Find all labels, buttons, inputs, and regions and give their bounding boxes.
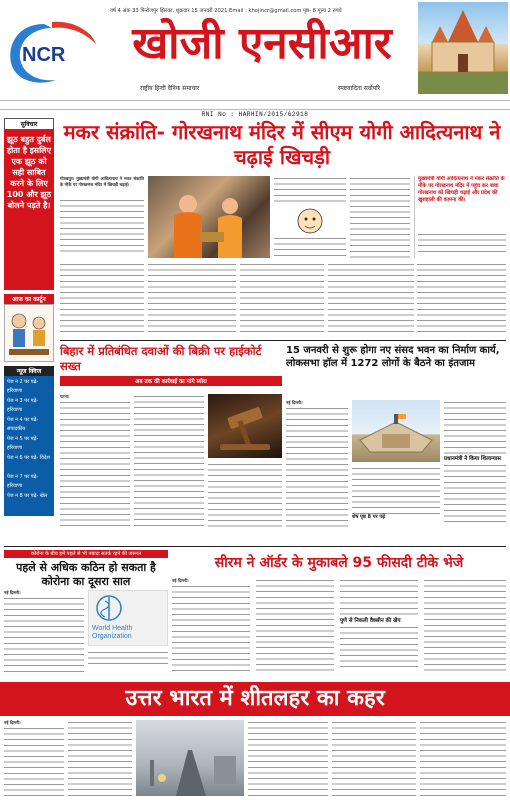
lead-headline: मकर संक्रांति- गोरखनाथ मंदिर में सीएम योगी आदित्यनाथ ने चढ़ाई खिचड़ी <box>63 120 501 169</box>
story2-col1 <box>60 394 130 528</box>
quiz-item: पेज न 5 पर पढ़े- हरियाणा <box>7 436 39 451</box>
story3 <box>286 344 506 544</box>
sidebar <box>4 118 54 536</box>
text-filler <box>417 262 506 332</box>
who-photo <box>88 590 168 646</box>
gavel-photo <box>208 394 282 458</box>
lead-body-col1 <box>60 176 144 258</box>
logo-letters: NCR <box>22 44 66 66</box>
text-filler <box>68 720 132 796</box>
lead-dateline: गोरखपुर। मुख्यमंत्री योगी आदित्यनाथ ने मकर संक्रांति के मौके पर गोरखनाथ मंदिर में खिचड़ी चढ़ाई। <box>60 176 144 187</box>
news-quiz-label: न्यूज क्विज <box>4 366 54 376</box>
lead-body-col4 <box>350 176 410 258</box>
story3-headline: 15 जनवरी से शुरू होगा नए संसद भवन का निर्माण कार्य, लोकसभा हॉल में 1272 लोगों के बैठने का इंतजाम <box>286 345 500 369</box>
text-filler <box>60 262 144 332</box>
story2 <box>60 344 282 544</box>
story3-col3 <box>444 400 506 523</box>
text-filler <box>352 466 440 514</box>
story2-dateline: पटना। <box>60 394 70 399</box>
tagline-right: स्पष्टवादिता सर्वोपरि <box>338 85 381 92</box>
quiz-list <box>4 376 54 516</box>
text-filler <box>418 232 506 256</box>
story6-headline: उत्तर भारत में शीतलहर का कहर <box>125 686 385 711</box>
lead-right-col <box>414 176 506 258</box>
rni-bar <box>0 100 510 118</box>
story5-bold-lead: पुणे से निकली वैक्सीन की खेप <box>340 618 401 624</box>
story5-dateline: नई दिल्ली। <box>172 578 189 583</box>
text-filler <box>256 578 334 672</box>
story3-col1 <box>286 400 348 530</box>
quiz-item: पेज न 4 पर पढ़े- संपादकीय <box>7 417 39 432</box>
cartoon <box>4 304 54 362</box>
lead-right-intro: मुख्यमंत्री योगी आदित्यनाथ ने मकर संक्रांति के मौके पर गोरखनाथ मंदिर में पहुंच कर बाबा गोरखनाथ को खिचड़ी चढ़ाई और प्रदेश की खुशहाली की कामना की। <box>418 176 505 203</box>
lead-body-col3 <box>274 176 346 258</box>
story3-dateline: नई दिल्ली। <box>286 400 303 405</box>
cartoon-figure-icon <box>5 305 53 361</box>
quiz-item: पेज न 7 पर पढ़े- हरियाणा <box>7 474 39 489</box>
suvichar-text: झूठ बहुत दुर्बल होता है इसलिए एक झूठ को सही साबित करने के लिए 100 और झूठ बोलने पड़ते है। <box>4 130 54 290</box>
text-filler <box>248 720 328 796</box>
parliament-photo <box>352 400 440 462</box>
text-filler <box>4 596 84 674</box>
temple-photo <box>418 2 508 94</box>
who-emblem-icon <box>89 591 167 625</box>
story2-col2 <box>134 394 204 528</box>
text-filler <box>172 584 250 672</box>
text-filler <box>134 394 204 528</box>
parliament-building-icon <box>352 400 440 462</box>
masthead <box>0 0 510 118</box>
foggy-road-icon <box>136 720 244 796</box>
ncr-logo <box>4 18 102 88</box>
text-filler <box>350 176 410 258</box>
cartoon-label: आज का कार्टून <box>4 294 54 304</box>
story5-col3 <box>340 578 418 671</box>
tagline-left: राष्ट्रीय हिन्दी दैनिक समाचार <box>140 85 200 92</box>
story4 <box>4 550 168 680</box>
text-filler <box>60 198 144 256</box>
text-filler <box>274 236 346 258</box>
text-filler <box>340 625 418 671</box>
story6-banner <box>0 682 510 716</box>
text-filler <box>240 262 324 332</box>
story6-col1 <box>4 720 64 796</box>
lead-photo-yogi <box>148 176 270 258</box>
cartoon-face-icon <box>274 206 346 236</box>
text-filler <box>444 400 506 456</box>
story2-subhead: अब तक की कार्रवाई का मांगे ब्यौरा <box>60 376 282 386</box>
text-filler <box>420 720 506 796</box>
text-filler <box>274 176 346 206</box>
text-filler <box>4 726 64 796</box>
newspaper-title: खोजी एनसीआर <box>132 18 392 69</box>
fog-photo <box>136 720 244 796</box>
story5 <box>172 550 506 680</box>
top-info-line: वर्ष 4 अंक 33 फिरोजपुर झिरका, शुक्रवार 15 जनवरी 2021 Email : khojincr@gmail.com पृष्ठ- 8 मूल्य 2 रुपये <box>110 8 342 14</box>
text-filler <box>444 463 506 523</box>
divider <box>60 340 506 341</box>
story2-headline: बिहार में प्रतिबंधित दवाओं की बिक्री पर हाईकोर्ट सख्त <box>60 344 262 373</box>
quiz-item: पेज न 3 पर पढ़े- हरियाणा <box>7 398 39 413</box>
story4-kicker: कोरोना के बीच हमें पहले से भी ज्यादा सतर्क रहने की जरूरत <box>4 550 168 558</box>
story6 <box>4 720 506 798</box>
text-filler <box>328 262 414 332</box>
text-filler <box>60 400 130 528</box>
text-filler <box>88 650 168 668</box>
suvichar-label: सुविचार <box>4 118 54 130</box>
temple-icon <box>418 2 508 94</box>
quiz-item: पेज न 6 पर पढ़े- विदेश <box>7 455 50 461</box>
story4-dateline: नई दिल्ली। <box>4 590 21 595</box>
story4-headline: पहले से अधिक कठिन हो सकता है कोरोना का दूसरा साल <box>16 561 156 588</box>
gavel-icon <box>208 394 282 458</box>
text-filler <box>424 578 506 672</box>
text-filler <box>208 462 282 528</box>
who-text: World Health Organization <box>92 625 133 640</box>
text-filler <box>286 406 348 530</box>
story6-dateline: नई दिल्ली। <box>4 720 21 725</box>
quiz-item: पेज न 8 पर पढ़े- खेल <box>7 493 48 499</box>
text-filler <box>340 578 418 618</box>
quiz-item: पेज न 2 पर पढ़े- हरियाणा <box>7 379 39 394</box>
story5-col1 <box>172 578 250 672</box>
text-filler <box>332 720 416 796</box>
lead-text-row <box>60 262 414 348</box>
story3-bold-lead: प्रधानमंत्री ने किया शिलान्यास <box>444 456 501 462</box>
divider <box>4 546 506 547</box>
text-filler <box>148 262 236 332</box>
story3-jump: शेष पृष्ठ 8 पर पढ़ें <box>352 514 386 520</box>
ritual-scene-icon <box>148 176 270 258</box>
story4-col1 <box>4 590 84 674</box>
story5-headline: सीरम ने ऑर्डर के मुकाबले 95 फीसदी टीके भेजे <box>214 555 464 571</box>
story3-under-photo <box>352 466 440 520</box>
rni-number: RNI No : HARHIN/2015/62918 <box>201 111 309 118</box>
